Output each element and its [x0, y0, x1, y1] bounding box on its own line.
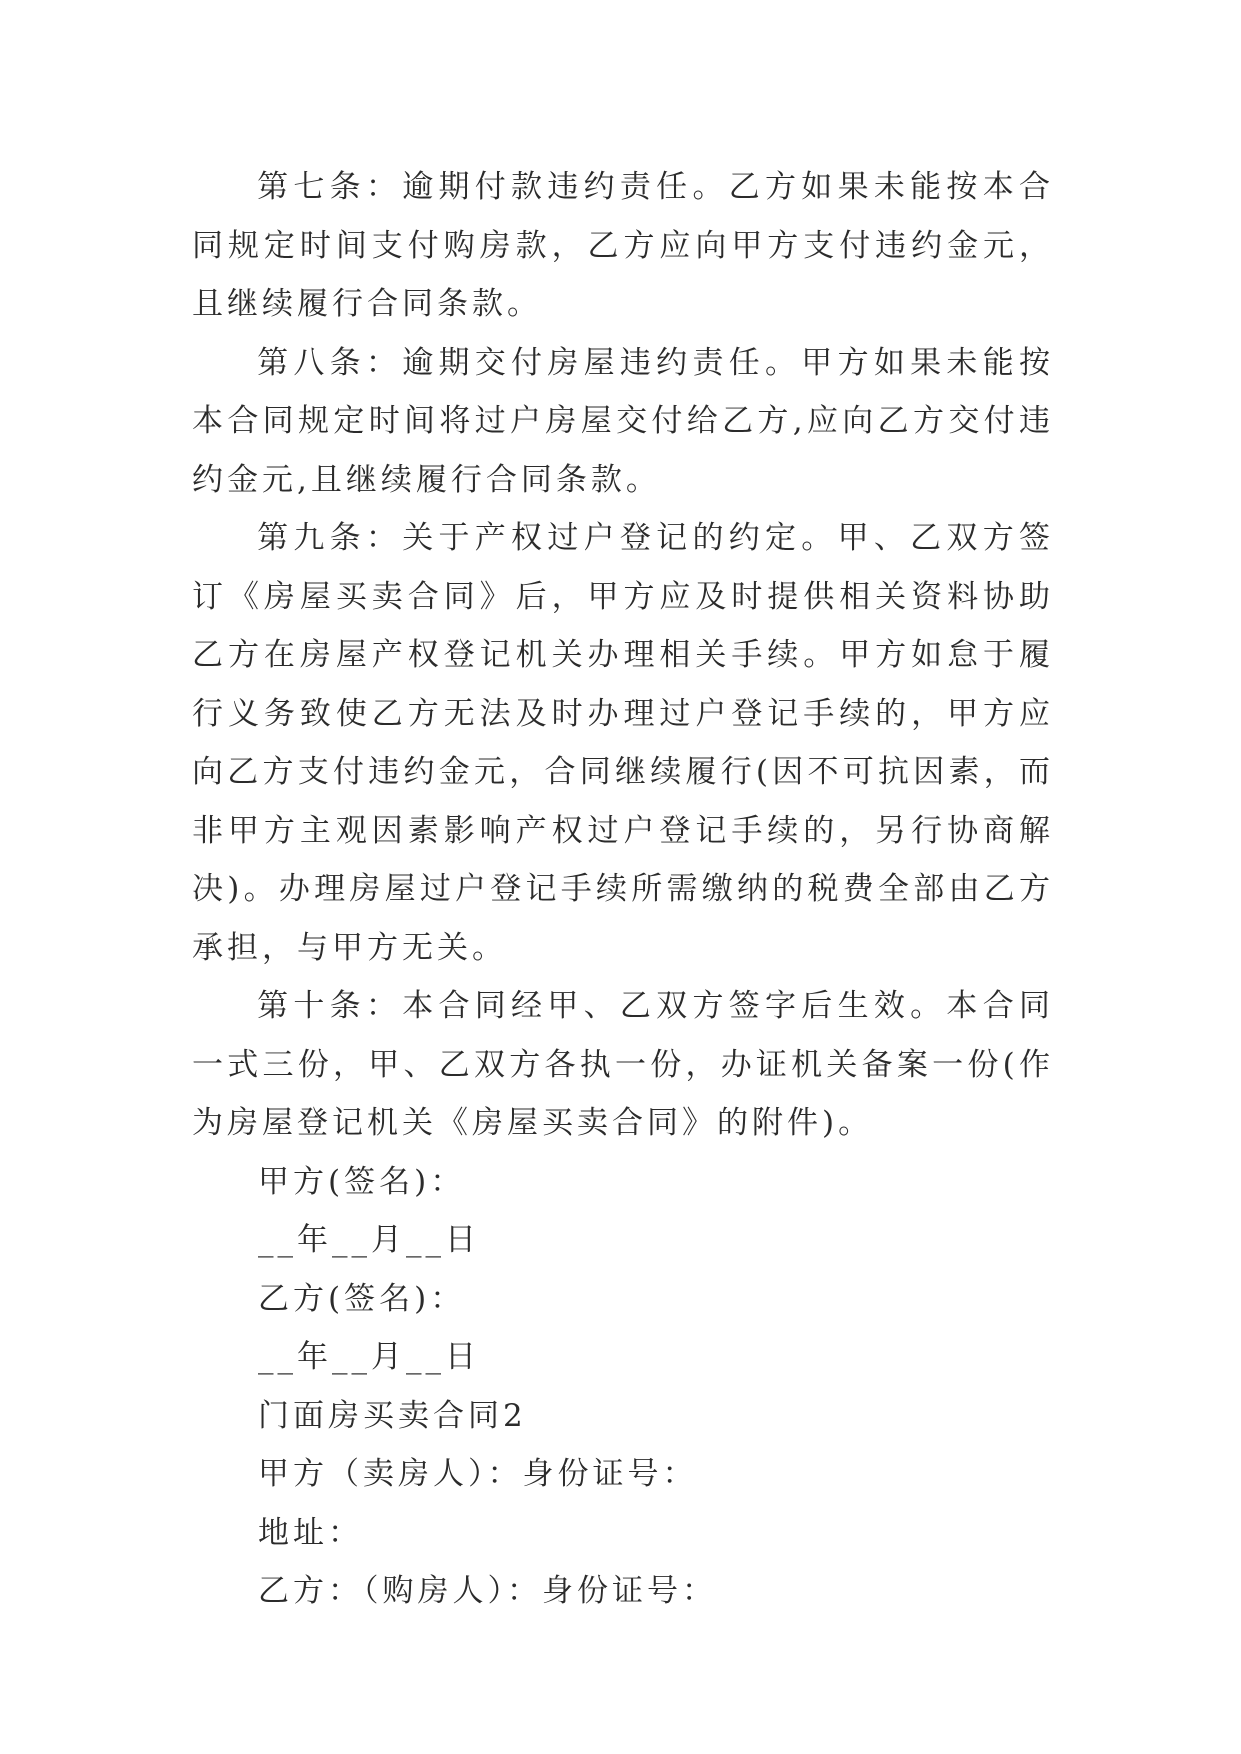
contract-2-title: 门面房买卖合同2 — [258, 1397, 527, 1434]
article-10-paragraph: 第十条：本合同经甲、乙双方签字后生效。本合同一式三份，甲、乙双方各执一份，办证机关备案一份(作为房屋登记机关《房屋买卖合同》的附件)。 — [192, 988, 1054, 1141]
address-line: 地址： — [258, 1514, 363, 1551]
party-b-date-line: __年__月__日 — [258, 1339, 480, 1375]
party-a-signature-label: 甲方(签名)： — [258, 1163, 466, 1200]
document-body — [192, 158, 1054, 1621]
article-8-paragraph: 第八条：逾期交付房屋违约责任。甲方如果未能按本合同规定时间将过户房屋交付给乙方,应向乙方交付违约金元,且继续履行合同条款。 — [192, 344, 1054, 498]
buyer-id-line: 乙方：（购房人）：身份证号： — [258, 1573, 717, 1609]
article-7-paragraph: 第七条：逾期付款违约责任。乙方如果未能按本合同规定时间支付购房款，乙方应向甲方支付违约金元，且继续履行合同条款。 — [192, 169, 1054, 322]
seller-id-line: 甲方（卖房人）：身份证号： — [258, 1456, 698, 1492]
party-b-signature-label: 乙方(签名)： — [258, 1280, 466, 1317]
article-9-paragraph: 第九条：关于产权过户登记的约定。甲、乙双方签订《房屋买卖合同》后，甲方应及时提供相关资料协助乙方在房屋产权登记机关办理相关手续。甲方如怠于履行义务致使乙方无法及时办理过户登记手续的，甲方应向乙方支付违约金元，合同继续履行(因不可抗因素，而非甲方主观因素影响产权过户登记手续的，另行协商解决)。办理房屋过户登记手续所需缴纳的税费全部由乙方承担，与甲方无关。 — [192, 520, 1054, 966]
party-a-date-line: __年__月__日 — [258, 1222, 480, 1258]
